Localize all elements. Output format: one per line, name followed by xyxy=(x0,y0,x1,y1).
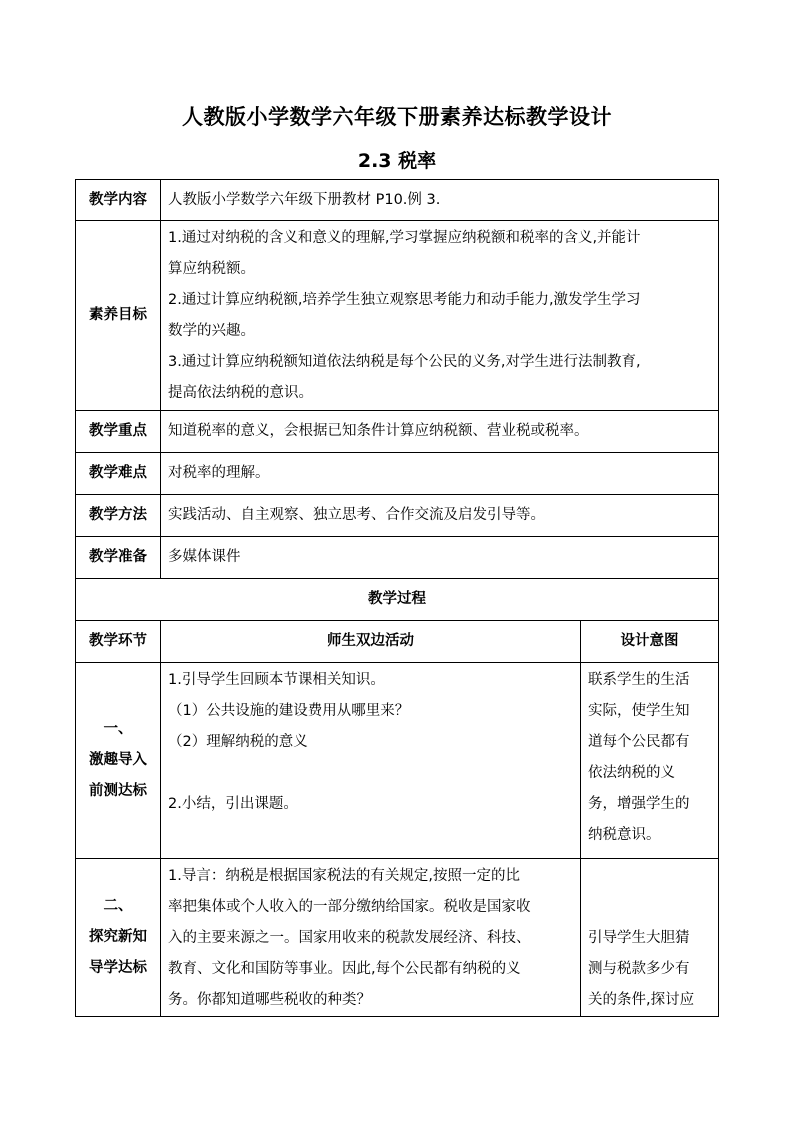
purpose-text xyxy=(588,921,711,1016)
goal-line: 3.通过计算应纳税额知道依法纳税是每个公民的义务,对学生进行法制教育, xyxy=(168,353,641,370)
stage-name-line: 激趣导入 xyxy=(89,752,147,768)
label-methods: 教学方法 xyxy=(76,495,161,537)
purpose-line: 测与税款多少有 xyxy=(588,961,690,977)
purpose-line: 纳税意识。 xyxy=(588,827,661,843)
label-literacy-goals: 素养目标 xyxy=(76,221,161,411)
goal-line: 提高依法纳税的意识。 xyxy=(168,384,313,401)
label-preparation: 教学准备 xyxy=(76,537,161,579)
value-literacy-goals xyxy=(161,221,719,411)
row-stage-2 xyxy=(76,859,719,1017)
goal-line: 2.通过计算应纳税额,培养学生独立观察思考能力和动手能力,激发学生学习 xyxy=(168,291,641,308)
activity-line: （1）公共设施的建设费用从哪里来？ xyxy=(168,703,410,719)
document-subtitle: 2.3 税率 xyxy=(357,150,437,172)
purpose-text xyxy=(588,663,711,851)
stage-name-line: 前测达标 xyxy=(89,783,147,799)
purpose-line: 道每个公民都有 xyxy=(588,734,690,750)
purpose-line: 务，增强学生的 xyxy=(588,796,690,812)
activity-line: 入的主要来源之一。国家用收来的税款发展经济、科技、 xyxy=(168,930,531,946)
value-key-points xyxy=(161,411,719,453)
key-points-line: 知道税率的意义，会根据已知条件计算应纳税额、营业税或税率。 xyxy=(168,423,589,439)
difficulties-line: 对税率的理解。 xyxy=(168,465,270,481)
stage-name-line: 二、 xyxy=(103,898,133,914)
activity-line: 1.引导学生回顾本节课相关知识。 xyxy=(168,672,385,688)
goal-line: 1.通过对纳税的含义和意义的理解,学习掌握应纳税额和税率的含义,并能计 xyxy=(168,229,641,246)
stage-name-line: 一、 xyxy=(103,721,133,737)
row-teaching-content xyxy=(76,180,719,221)
stage-1-activity xyxy=(161,663,581,859)
purpose-line: 依法纳税的义 xyxy=(588,765,675,781)
goal-line: 算应纳税额。 xyxy=(168,260,255,277)
activity-line xyxy=(168,758,573,789)
stage-2-activity xyxy=(161,859,581,1017)
purpose-line: 引导学生大胆猜 xyxy=(588,930,690,946)
preparation-line: 多媒体课件 xyxy=(168,549,241,565)
activity-line: 务。你都知道哪些税收的种类？ xyxy=(168,992,371,1008)
content-line: 人教版小学数学六年级下册教材 P10.例 3. xyxy=(168,191,441,208)
stage-1-name xyxy=(76,663,161,859)
activity-line: 1.导言：纳税是根据国家税法的有关规定,按照一定的比 xyxy=(168,868,520,884)
purpose-line: 实际，使学生知 xyxy=(588,703,690,719)
stage-1-purpose xyxy=(581,663,719,859)
label-key-points: 教学重点 xyxy=(76,411,161,453)
stage-name-line: 导学达标 xyxy=(89,960,147,976)
purpose-line: 联系学生的生活 xyxy=(588,672,690,688)
document-title: 人教版小学数学六年级下册素养达标教学设计 xyxy=(182,105,612,129)
stage-2-purpose xyxy=(581,859,719,1017)
activity-line: 教育、文化和国防等事业。因此,每个公民都有纳税的义 xyxy=(168,961,521,977)
label-teaching-content: 教学内容 xyxy=(76,180,161,221)
methods-line: 实践活动、自主观察、独立思考、合作交流及启发引导等。 xyxy=(168,507,545,523)
value-preparation xyxy=(161,537,719,579)
activity-line: 2.小结，引出课题。 xyxy=(168,796,298,812)
row-preparation xyxy=(76,537,719,579)
row-column-headers xyxy=(76,621,719,663)
row-literacy-goals xyxy=(76,221,719,411)
stage-name-line: 探究新知 xyxy=(89,929,147,945)
stage-2-name xyxy=(76,859,161,1017)
column-header-purpose: 设计意图 xyxy=(581,621,719,663)
activity-line: 率把集体或个人收入的一部分缴纳给国家。税收是国家收 xyxy=(168,899,531,915)
value-difficulties xyxy=(161,453,719,495)
label-difficulties: 教学难点 xyxy=(76,453,161,495)
goal-line: 数学的兴趣。 xyxy=(168,322,255,339)
activity-line: （2）理解纳税的意义 xyxy=(168,734,308,750)
row-methods xyxy=(76,495,719,537)
row-stage-1 xyxy=(76,663,719,859)
row-process-heading xyxy=(76,579,719,621)
row-key-points xyxy=(76,411,719,453)
value-methods xyxy=(161,495,719,537)
column-header-activity: 师生双边活动 xyxy=(161,621,581,663)
value-teaching-content xyxy=(161,180,719,221)
lesson-plan-table xyxy=(75,179,719,1017)
process-heading: 教学过程 xyxy=(76,579,719,621)
purpose-line: 关的条件,探讨应 xyxy=(588,992,695,1008)
column-header-stage: 教学环节 xyxy=(76,621,161,663)
row-difficulties xyxy=(76,453,719,495)
